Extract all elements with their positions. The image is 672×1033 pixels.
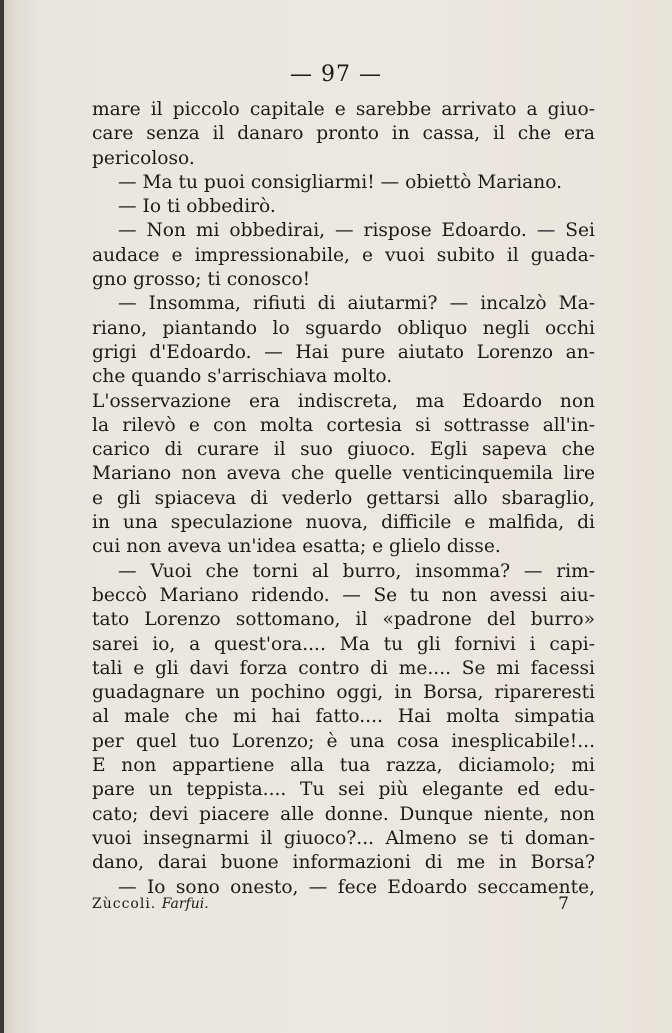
text-line: — Io ti obbedirò. [118,196,276,218]
text-line: Mariano non aveva che quelle venticinquemila lire [92,463,595,485]
text-line: in una speculazione nuova, difficile e malfida, di [92,512,595,534]
text-line: mare il piccolo capitale e sarebbe arrivato a giuo- [92,99,595,120]
text-line: audace e impressionabile, e vuoi subito il guada- [92,244,595,266]
text-line: grigi d'Edoardo. — Hai pure aiutato Lorenzo an- [92,341,595,363]
signature-sheet-number: 7 [558,894,569,914]
text-line: che quando s'arrischiava molto. [92,366,393,388]
text-line: vuoi insegnarmi il giuoco?... Almeno se ti doman- [92,827,595,849]
text-line: gno grosso; ti conosco! [92,269,311,291]
text-line: carico di curare il suo giuoco. Egli sapeva che [92,439,595,461]
text-line: sarei io, a quest'ora.... Ma tu gli fornivi i capi- [92,633,595,655]
text-line: e gli spiaceva di vederlo gettarsi allo sbaraglio, [92,487,595,509]
text-line: al male che mi hai fatto.... Hai molta simpatia [92,706,595,728]
text-line: — Insomma, rifiuti di aiutarmi? — incalzò Ma- [118,293,595,315]
footer-signature [92,896,209,912]
text-line: cui non aveva un'idea esatta; e glielo disse. [92,536,501,558]
text-line: la rilevò e con molta cortesia si sottrasse all'in- [92,414,595,436]
text-line: — Non mi obbedirai, — rispose Edoardo. — Sei [118,220,595,242]
binding-edge [0,0,4,1033]
page-number: — 97 — [290,62,382,87]
text-line: pare un teppista.... Tu sei più elegante ed edu- [92,779,595,801]
text-line: — Ma tu puoi consigliarmi! — obiettò Mariano. [118,171,563,193]
footer-author: Zùccoli. [92,896,157,912]
text-line: tato Lorenzo sottomano, il «padrone del burro» [92,609,595,631]
text-line: E non appartiene alla tua razza, diciamolo; mi [92,755,595,777]
text-line: care senza il danaro pronto in cassa, il che era [92,123,595,145]
text-line: L'osservazione era indiscreta, ma Edoardo non [92,390,595,412]
text-line: pericoloso. [92,147,195,169]
text-line: riano, piantando lo sguardo obliquo negli occhi [92,317,595,339]
text-line: — Vuoi che torni al burro, insomma? — rim- [118,560,595,582]
body-text [92,98,595,900]
text-line: — Io sono onesto, — fece Edoardo seccamente, [118,876,595,898]
footer-work-title: Farfui. [161,896,209,912]
text-line: tali e gli davi forza contro di me.... Se mi facessi [92,657,595,679]
text-line: dano, darai buone informazioni di me in Borsa? [92,852,595,874]
text-line: per quel tuo Lorenzo; è una cosa inesplicabile!... [92,730,595,752]
text-line: beccò Mariano ridendo. — Se tu non avessi aiu- [92,584,595,606]
text-line: guadagnare un pochino oggi, in Borsa, ripareresti [92,682,595,704]
text-line: cato; devi piacere alle donne. Dunque niente, non [92,803,595,825]
